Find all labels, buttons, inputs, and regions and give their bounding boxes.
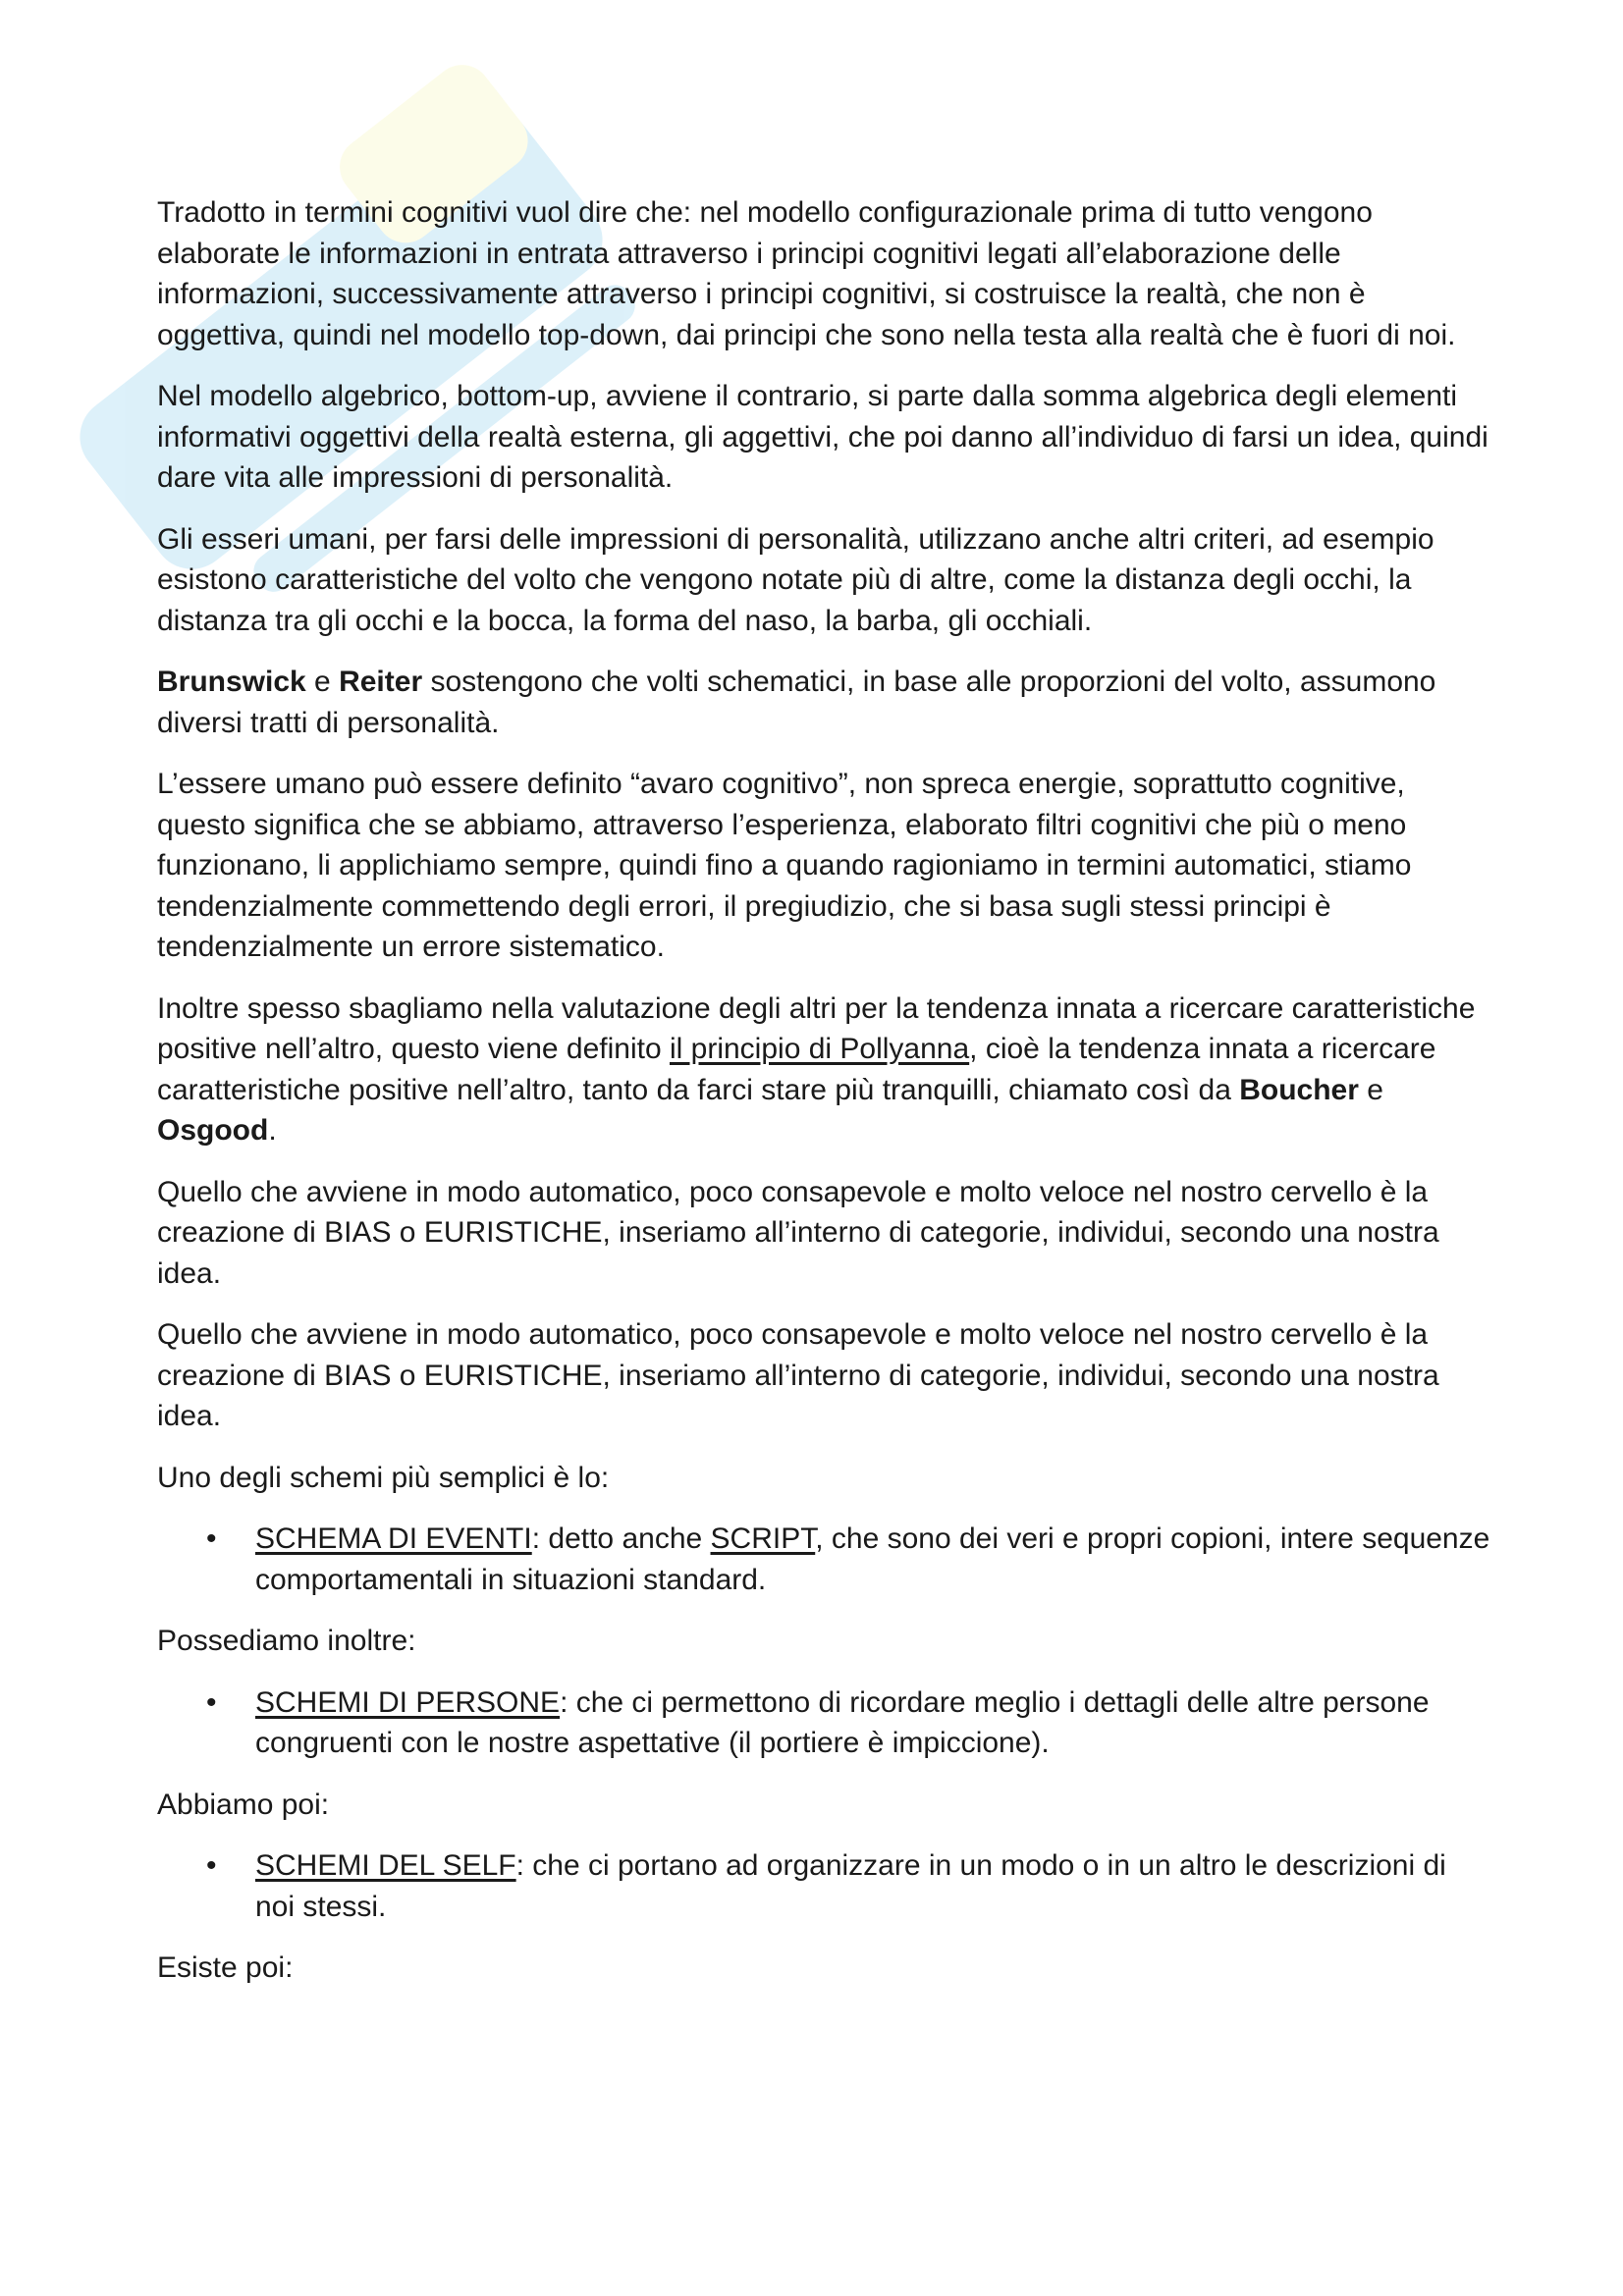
paragraph-we-also-have: Possediamo inoltre: <box>157 1625 416 1657</box>
list-item-self-schema <box>157 1845 1492 1927</box>
conjunction: e <box>305 666 340 698</box>
term-self-schema: SCHEMI DEL SELF <box>255 1849 516 1882</box>
list-item-text: : che ci permettono di ricordare meglio i dettagli delle altre persone congruenti con le nostre aspettative (il portiere è impiccione). <box>255 1685 1430 1759</box>
paragraph-cognitive-miser: L’essere umano può essere definito “avaro cognitivo”, non spreca energie, soprattutto cognitive, questo significa che se abbiamo, attraverso l’esperienza, elaborato filtri cognitivi che più o meno funzionano, li applichiamo sempre, quindi fino a quando ragioniamo in termini automatici, stiamo tendenzialmente commettendo degli errori, il pregiudizio, che si basa sugli stessi principi è tendenzialmente un errore sistematico. <box>157 768 1412 963</box>
paragraph-algebraic-model: Nel modello algebrico, bottom-up, avviene il contrario, si parte dalla somma algebrica degli elementi informativi oggettivi della realtà esterna, gli aggettivi, che poi danno all’individuo di farsi un idea, quindi dare vita alle impressioni di personalità. <box>157 380 1488 494</box>
term-person-schema: SCHEMI DI PERSONE <box>255 1685 561 1719</box>
paragraph-text: , cioè la tendenza innata a ricercare caratteristiche positive nell’altro, tanto da farci stare più tranquilli, chiamato così da <box>157 1033 1436 1106</box>
paragraph-pollyanna <box>157 988 1492 1151</box>
conjunction: e <box>1358 1073 1383 1106</box>
paragraph-configurational-model: Tradotto in termini cognitivi vuol dire che: nel modello configurazionale prima di tutto vengono elaborate le informazioni in entrata attraverso i principi cognitivi legati all’elaborazione delle informazioni, successivamente attraverso i principi cognitivi, si costruisce la realtà, che non è oggettiva, quindi nel modello top-down, dai principi che sono nella testa alla realtà che è fuori di noi. <box>157 196 1456 351</box>
paragraph-there-is-also: Esiste poi: <box>157 1951 294 1984</box>
author-osgood: Osgood <box>157 1114 269 1147</box>
bullet-icon: • <box>206 1522 217 1555</box>
term-event-schema: SCHEMA DI EVENTI <box>255 1522 532 1555</box>
term-script: SCRIPT <box>710 1522 816 1555</box>
term-pollyanna-principle: il principio di Pollyanna <box>669 1033 970 1065</box>
list-item-text: : detto anche <box>531 1522 711 1555</box>
paragraph-text: Inoltre spesso sbagliamo nella valutazione degli altri per la tendenza innata a ricercare caratteristiche positive nell’altro, questo viene definito <box>157 991 1476 1065</box>
bullet-icon: • <box>206 1849 217 1882</box>
paragraph-bias-heuristics-repeat: Quello che avviene in modo automatico, poco consapevole e molto veloce nel nostro cervello è la creazione di BIAS o EURISTICHE, inseriamo all’interno di categorie, individui, secondo una nostra idea. <box>157 1318 1439 1432</box>
paragraph-bias-heuristics: Quello che avviene in modo automatico, poco consapevole e molto veloce nel nostro cervello è la creazione di BIAS o EURISTICHE, inseriamo all’interno di categorie, individui, secondo una nostra idea. <box>157 1175 1439 1290</box>
bullet-icon: • <box>206 1685 217 1719</box>
author-brunswick: Brunswick <box>157 666 306 698</box>
paragraph-simplest-schema: Uno degli schemi più semplici è lo: <box>157 1461 610 1494</box>
author-reiter: Reiter <box>339 666 423 698</box>
list-item-person-schema <box>157 1682 1492 1764</box>
paragraph-text: . <box>268 1114 277 1147</box>
document-page <box>157 192 1492 2009</box>
paragraph-text: sostengono che volti schematici, in base alle proporzioni del volto, assumono diversi tratti di personalità. <box>157 666 1436 739</box>
list-item-event-schema <box>157 1519 1492 1600</box>
paragraph-then-we-have: Abbiamo poi: <box>157 1788 330 1821</box>
list-item-text: : che ci portano ad organizzare in un modo o in un altro le descrizioni di noi stessi. <box>255 1849 1446 1923</box>
list-item-text: , che sono dei veri e propri copioni, intere sequenze comportamentali in situazioni standard. <box>255 1522 1490 1596</box>
paragraph-face-criteria: Gli esseri umani, per farsi delle impressioni di personalità, utilizzano anche altri criteri, ad esempio esistono caratteristiche del volto che vengono notate più di altre, come la distanza degli occhi, la distanza tra gli occhi e la bocca, la forma del naso, la barba, gli occhiali. <box>157 522 1434 637</box>
author-boucher: Boucher <box>1239 1073 1359 1106</box>
paragraph-brunswick-reiter <box>157 662 1492 743</box>
